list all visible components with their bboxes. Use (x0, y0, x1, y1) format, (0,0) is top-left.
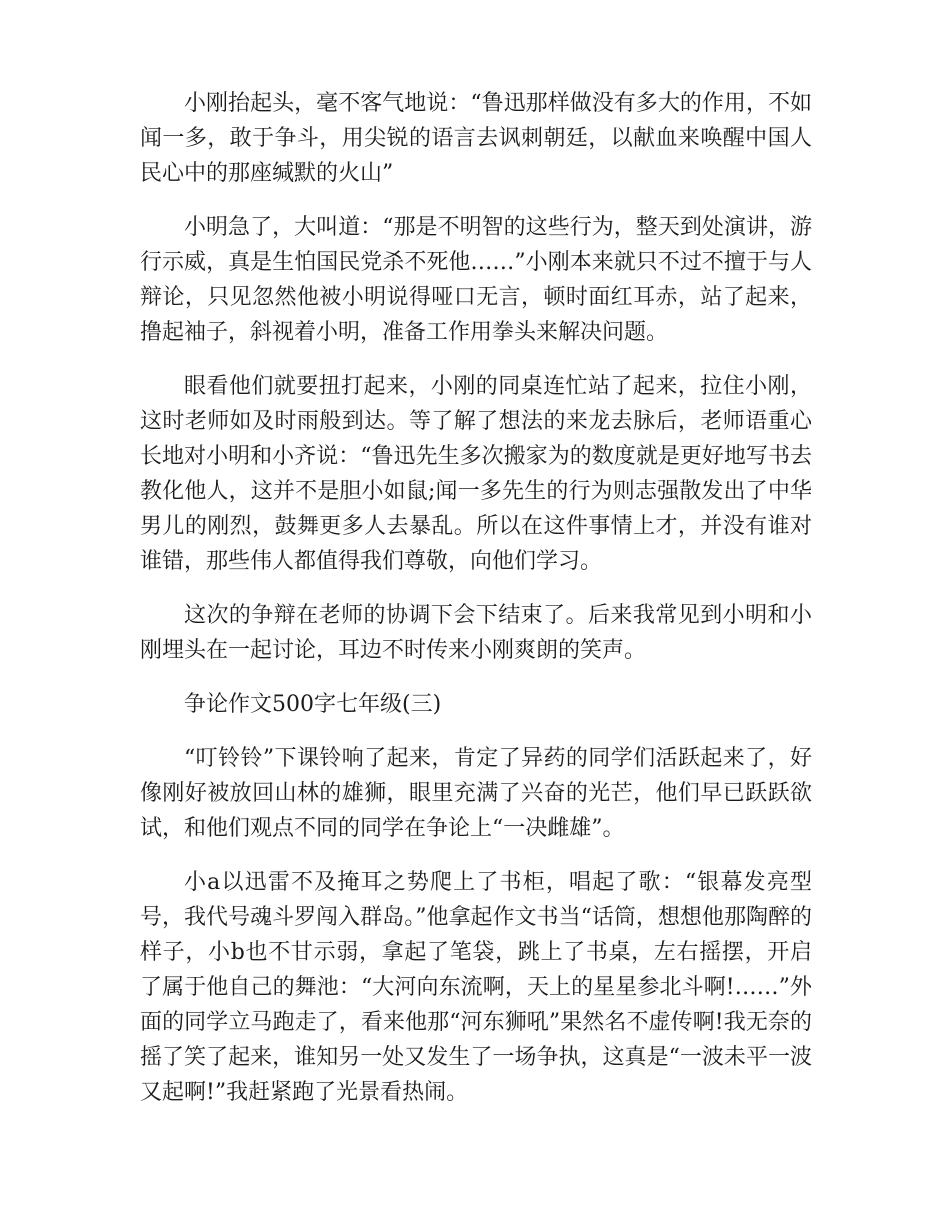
section-heading: 争论作文500字七年级(三) (184, 692, 442, 717)
paragraph: 小a以迅雷不及掩耳之势爬上了书柜，唱起了歌：“银幕发亮型号，我代号魂斗罗闯入群岛。”他拿起作文书当“话筒，想想他那陶醉的样子，小b也不甘示弱，拿起了笔袋，跳上了书桌，左右摇摆，开启了属于他自己的舞池：“大河向东流啊，天上的星星参北斗啊!……”外面的同学立马跑走了，看来他那“河东狮吼”果然名不虚传啊!我无奈的摇了笑了起来，谁知另一处又发生了一场争执，这真是“一波未平一波又起啊!”我赶紧跑了光景看热闹。 (140, 870, 812, 1105)
paragraph: 眼看他们就要扭打起来，小刚的同桌连忙站了起来，拉住小刚，这时老师如及时雨般到达。等了解了想法的来龙去脉后，老师语重心长地对小明和小齐说：“鲁迅先生多次搬家为的数度就是更好地写书去教化他人，这并不是胆小如鼠;闻一多先生的行为则志强散发出了中华男儿的刚烈，鼓舞更多人去暴乱。所以在这件事情上才，并没有谁对谁错，那些伟人都值得我们尊敬，向他们学习。 (140, 374, 812, 574)
paragraph: “叮铃铃”下课铃响了起来，肯定了异药的同学们活跃起来了，好像刚好被放回山林的雄狮，眼里充满了兴奋的光芒，他们早已跃跃欲试，和他们观点不同的同学在争论上“一决雌雄”。 (140, 746, 812, 841)
article-body (140, 86, 812, 1129)
paragraph: 小刚抬起头，毫不客气地说：“鲁迅那样做没有多大的作用，不如闻一多，敢于争斗，用尖锐的语言去讽刺朝廷，以献血来唤醒中国人民心中的那座缄默的火山” (140, 91, 812, 186)
paragraph: 这次的争辩在老师的协调下会下结束了。后来我常见到小明和小刚埋头在一起讨论，耳边不时传来小刚爽朗的笑声。 (140, 603, 812, 663)
paragraph: 小明急了，大叫道：“那是不明智的这些行为，整天到处演讲，游行示威，真是生怕国民党杀不死他……”小刚本来就只不过不擅于与人辩论，只见忽然他被小明说得哑口无言，顿时面红耳赤，站了起来，撸起袖子，斜视着小明，准备工作用拳头来解决问题。 (140, 215, 812, 345)
